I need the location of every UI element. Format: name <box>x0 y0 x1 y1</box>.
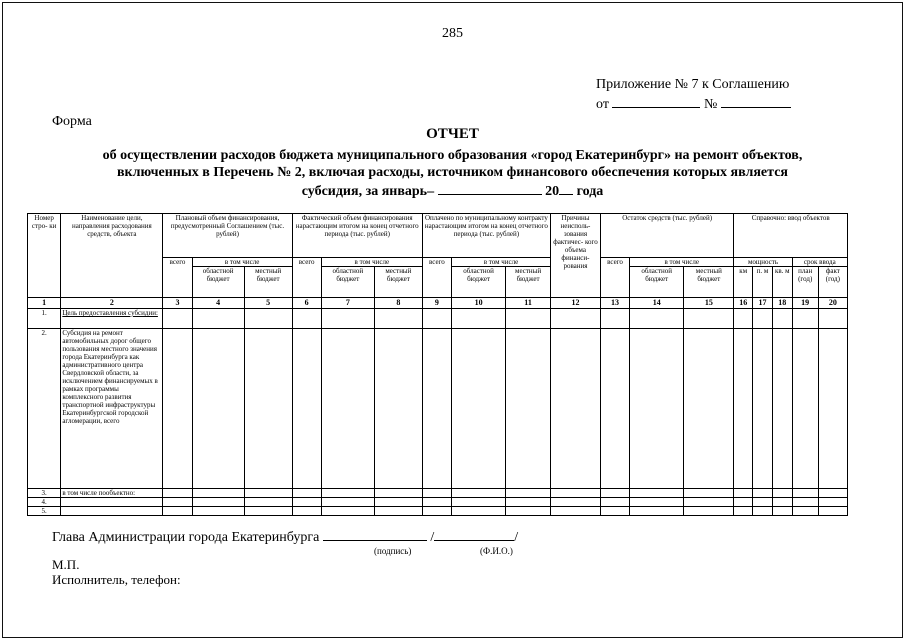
data-cell[interactable] <box>753 329 773 489</box>
data-cell[interactable] <box>684 309 734 329</box>
header-reference: Справочно: ввод объектов <box>734 214 848 258</box>
header-including: в том числе <box>321 258 422 267</box>
row-label: Субсидия на ремонт автомобильных дорог общего пользования местного значения города Екатеринбурга как административного центра Свердловской области, за исключением финансируемых в рамках программы комплексного развития транспортной инфраструктуры Екатеринбургской городской агломерации, всего <box>61 329 163 489</box>
caption-signature: (подпись) <box>374 546 412 556</box>
table-row <box>28 498 848 507</box>
subtitle-year-word: года <box>576 184 604 199</box>
header-remainder: Остаток средств (тыс. рублей) <box>600 214 733 258</box>
header-local: местный бюджет <box>374 267 422 298</box>
data-cell[interactable] <box>734 507 753 516</box>
data-cell[interactable] <box>422 489 451 498</box>
header-pm: п. м <box>753 267 773 298</box>
table-row <box>28 309 848 329</box>
data-cell[interactable] <box>451 498 505 507</box>
fio-blank[interactable] <box>434 528 514 541</box>
table-row <box>28 507 848 516</box>
data-cell[interactable] <box>244 489 292 498</box>
signature-text: Глава Администрации города Екатеринбурга <box>52 530 320 545</box>
row-label <box>61 498 163 507</box>
data-cell[interactable] <box>422 507 451 516</box>
header-total: всего <box>422 258 451 298</box>
report-title: ОТЧЕТ <box>426 126 479 142</box>
data-cell[interactable] <box>734 489 753 498</box>
header-local: местный бюджет <box>244 267 292 298</box>
table-row <box>28 489 848 498</box>
data-cell[interactable] <box>818 309 847 329</box>
appendix-block <box>596 76 791 114</box>
caption-fio: (Ф.И.О.) <box>480 546 513 556</box>
row-number: 4. <box>28 498 61 507</box>
data-cell[interactable] <box>506 329 551 489</box>
data-cell[interactable] <box>600 498 629 507</box>
data-cell[interactable] <box>451 507 505 516</box>
data-cell[interactable] <box>630 489 684 498</box>
data-cell[interactable] <box>292 489 321 498</box>
header-regional: областной бюджет <box>192 267 244 298</box>
data-cell[interactable] <box>734 329 753 489</box>
executor-label: Исполнитель, телефон: <box>52 572 181 587</box>
column-number: 10 <box>451 298 505 309</box>
column-number: 5 <box>244 298 292 309</box>
header-total: всего <box>163 258 192 298</box>
data-cell[interactable] <box>506 498 551 507</box>
page-number: 285 <box>442 26 463 41</box>
data-cell[interactable] <box>244 329 292 489</box>
data-cell[interactable] <box>772 489 792 498</box>
data-cell[interactable] <box>630 507 684 516</box>
data-cell[interactable] <box>550 489 600 498</box>
data-cell[interactable] <box>292 498 321 507</box>
data-cell[interactable] <box>630 498 684 507</box>
column-number: 6 <box>292 298 321 309</box>
data-cell[interactable] <box>192 489 244 498</box>
data-cell[interactable] <box>422 329 451 489</box>
header-regional: областной бюджет <box>321 267 374 298</box>
data-cell[interactable] <box>753 498 773 507</box>
data-cell[interactable] <box>321 309 374 329</box>
column-number: 7 <box>321 298 374 309</box>
data-cell[interactable] <box>792 489 818 498</box>
row-number: 3. <box>28 489 61 498</box>
data-cell[interactable] <box>292 329 321 489</box>
column-number: 16 <box>734 298 753 309</box>
header-fact-year: факт (год) <box>818 267 847 298</box>
row-label <box>61 507 163 516</box>
column-number: 12 <box>550 298 600 309</box>
data-cell[interactable] <box>600 489 629 498</box>
header-plan-year: план (год) <box>792 267 818 298</box>
subtitle-line-3 <box>40 181 865 200</box>
data-cell[interactable] <box>772 309 792 329</box>
data-cell[interactable] <box>374 507 422 516</box>
appendix-from-label: от <box>596 97 609 112</box>
data-cell[interactable] <box>321 489 374 498</box>
data-cell[interactable] <box>792 498 818 507</box>
column-number: 18 <box>772 298 792 309</box>
report-subtitle <box>40 147 865 200</box>
subtitle-line-2: включенных в Перечень № 2, включая расходы, источником финансового обеспечения которых является <box>116 165 788 180</box>
data-cell[interactable] <box>630 329 684 489</box>
column-number: 8 <box>374 298 422 309</box>
data-cell[interactable] <box>244 309 292 329</box>
header-local: местный бюджет <box>684 267 734 298</box>
data-cell[interactable] <box>818 507 847 516</box>
column-number: 19 <box>792 298 818 309</box>
column-number: 3 <box>163 298 192 309</box>
data-cell[interactable] <box>192 329 244 489</box>
data-cell[interactable] <box>321 329 374 489</box>
column-number: 9 <box>422 298 451 309</box>
data-cell[interactable] <box>818 489 847 498</box>
data-cell[interactable] <box>506 507 551 516</box>
header-name: Наименование цели, направления расходования средств, объекта <box>61 214 163 298</box>
data-cell[interactable] <box>244 507 292 516</box>
data-cell[interactable] <box>600 309 629 329</box>
subtitle-period-text: субсидия, за январь– <box>301 184 435 199</box>
data-cell[interactable] <box>451 329 505 489</box>
data-cell[interactable] <box>600 507 629 516</box>
data-cell[interactable] <box>550 498 600 507</box>
data-cell[interactable] <box>422 498 451 507</box>
column-number: 13 <box>600 298 629 309</box>
header-actual: Фактический объем финансирования нарастающим итогом на конец отчетного периода (тыс. рублей) <box>292 214 422 258</box>
row-number: 5. <box>28 507 61 516</box>
column-numbers-row <box>28 298 848 309</box>
data-cell[interactable] <box>192 498 244 507</box>
period-month-blank[interactable] <box>438 181 542 195</box>
header-capacity: мощность <box>734 258 792 267</box>
data-cell[interactable] <box>772 498 792 507</box>
data-cell[interactable] <box>321 498 374 507</box>
header-regional: областной бюджет <box>451 267 505 298</box>
column-number: 1 <box>28 298 61 309</box>
data-cell[interactable] <box>772 507 792 516</box>
data-cell[interactable] <box>374 309 422 329</box>
appendix-title: Приложение № 7 к Соглашению <box>596 77 790 92</box>
header-total: всего <box>292 258 321 298</box>
data-cell[interactable] <box>192 309 244 329</box>
appendix-date-line <box>596 94 791 114</box>
header-commission-term: срок ввода <box>792 258 847 267</box>
header-including: в том числе <box>630 258 734 267</box>
agreement-number-blank[interactable] <box>721 94 791 108</box>
data-cell[interactable] <box>550 309 600 329</box>
data-cell[interactable] <box>792 507 818 516</box>
data-cell[interactable] <box>792 309 818 329</box>
year-blank[interactable] <box>559 181 573 195</box>
data-cell[interactable] <box>244 498 292 507</box>
data-cell[interactable] <box>753 309 773 329</box>
header-regional: областной бюджет <box>630 267 684 298</box>
data-cell[interactable] <box>374 329 422 489</box>
header-paid: Оплачено по муниципальному контракту нарастающим итогом на конец отчетного периода (тыс. рублей) <box>422 214 550 258</box>
data-cell[interactable] <box>684 489 734 498</box>
data-cell[interactable] <box>292 309 321 329</box>
data-cell[interactable] <box>506 309 551 329</box>
data-cell[interactable] <box>451 489 505 498</box>
column-number: 2 <box>61 298 163 309</box>
row-number: 2. <box>28 329 61 489</box>
subtitle-year-prefix: 20 <box>545 184 560 199</box>
data-cell[interactable] <box>630 309 684 329</box>
header-total: всего <box>600 258 629 298</box>
data-cell[interactable] <box>451 309 505 329</box>
data-cell[interactable] <box>163 329 192 489</box>
data-cell[interactable] <box>818 498 847 507</box>
row-label: Цель предоставления субсидии: <box>61 309 163 329</box>
row-number: 1. <box>28 309 61 329</box>
table-body <box>28 298 848 516</box>
data-cell[interactable] <box>374 498 422 507</box>
data-cell[interactable] <box>506 489 551 498</box>
column-number: 15 <box>684 298 734 309</box>
data-cell[interactable] <box>600 329 629 489</box>
signature-line <box>52 528 518 546</box>
column-number: 11 <box>506 298 551 309</box>
column-number: 20 <box>818 298 847 309</box>
data-cell[interactable] <box>772 329 792 489</box>
data-cell[interactable] <box>818 329 847 489</box>
data-cell[interactable] <box>684 498 734 507</box>
subtitle-line-1: об осуществлении расходов бюджета муниципального образования «город Екатеринбург» на ремонт объектов, <box>102 148 803 163</box>
header-km: км <box>734 267 753 298</box>
data-cell[interactable] <box>792 329 818 489</box>
slash-right: / <box>514 530 519 545</box>
data-cell[interactable] <box>163 498 192 507</box>
header-local: местный бюджет <box>506 267 551 298</box>
row-label: в том числе пообъектно: <box>61 489 163 498</box>
data-cell[interactable] <box>550 507 600 516</box>
data-cell[interactable] <box>292 507 321 516</box>
data-cell[interactable] <box>163 309 192 329</box>
data-cell[interactable] <box>422 309 451 329</box>
data-cell[interactable] <box>684 329 734 489</box>
stamp-place: М.П. <box>52 557 80 572</box>
slash-left: / <box>430 530 435 545</box>
appendix-number-sign: № <box>703 97 718 112</box>
header-sqm: кв. м <box>772 267 792 298</box>
data-cell[interactable] <box>753 507 773 516</box>
data-cell[interactable] <box>374 489 422 498</box>
data-cell[interactable] <box>684 507 734 516</box>
data-cell[interactable] <box>163 489 192 498</box>
header-including: в том числе <box>451 258 550 267</box>
column-number: 4 <box>192 298 244 309</box>
table-row <box>28 329 848 489</box>
signature-blank[interactable] <box>323 528 427 541</box>
data-cell[interactable] <box>753 489 773 498</box>
date-blank[interactable] <box>612 94 700 108</box>
header-planned: Плановый объем финансирования, предусмотренный Соглашением (тыс. рублей) <box>163 214 292 258</box>
header-row-number: Номер стро- ки <box>28 214 61 298</box>
data-cell[interactable] <box>163 507 192 516</box>
header-reasons: Причины неисполь- зования фактичес- кого объема финанси- рования <box>550 214 600 298</box>
header-including: в том числе <box>192 258 292 267</box>
data-cell[interactable] <box>550 329 600 489</box>
form-label: Форма <box>52 114 92 129</box>
data-cell[interactable] <box>192 507 244 516</box>
column-number: 17 <box>753 298 773 309</box>
data-cell[interactable] <box>734 498 753 507</box>
data-cell[interactable] <box>734 309 753 329</box>
column-number: 14 <box>630 298 684 309</box>
report-table <box>27 213 848 516</box>
data-cell[interactable] <box>321 507 374 516</box>
